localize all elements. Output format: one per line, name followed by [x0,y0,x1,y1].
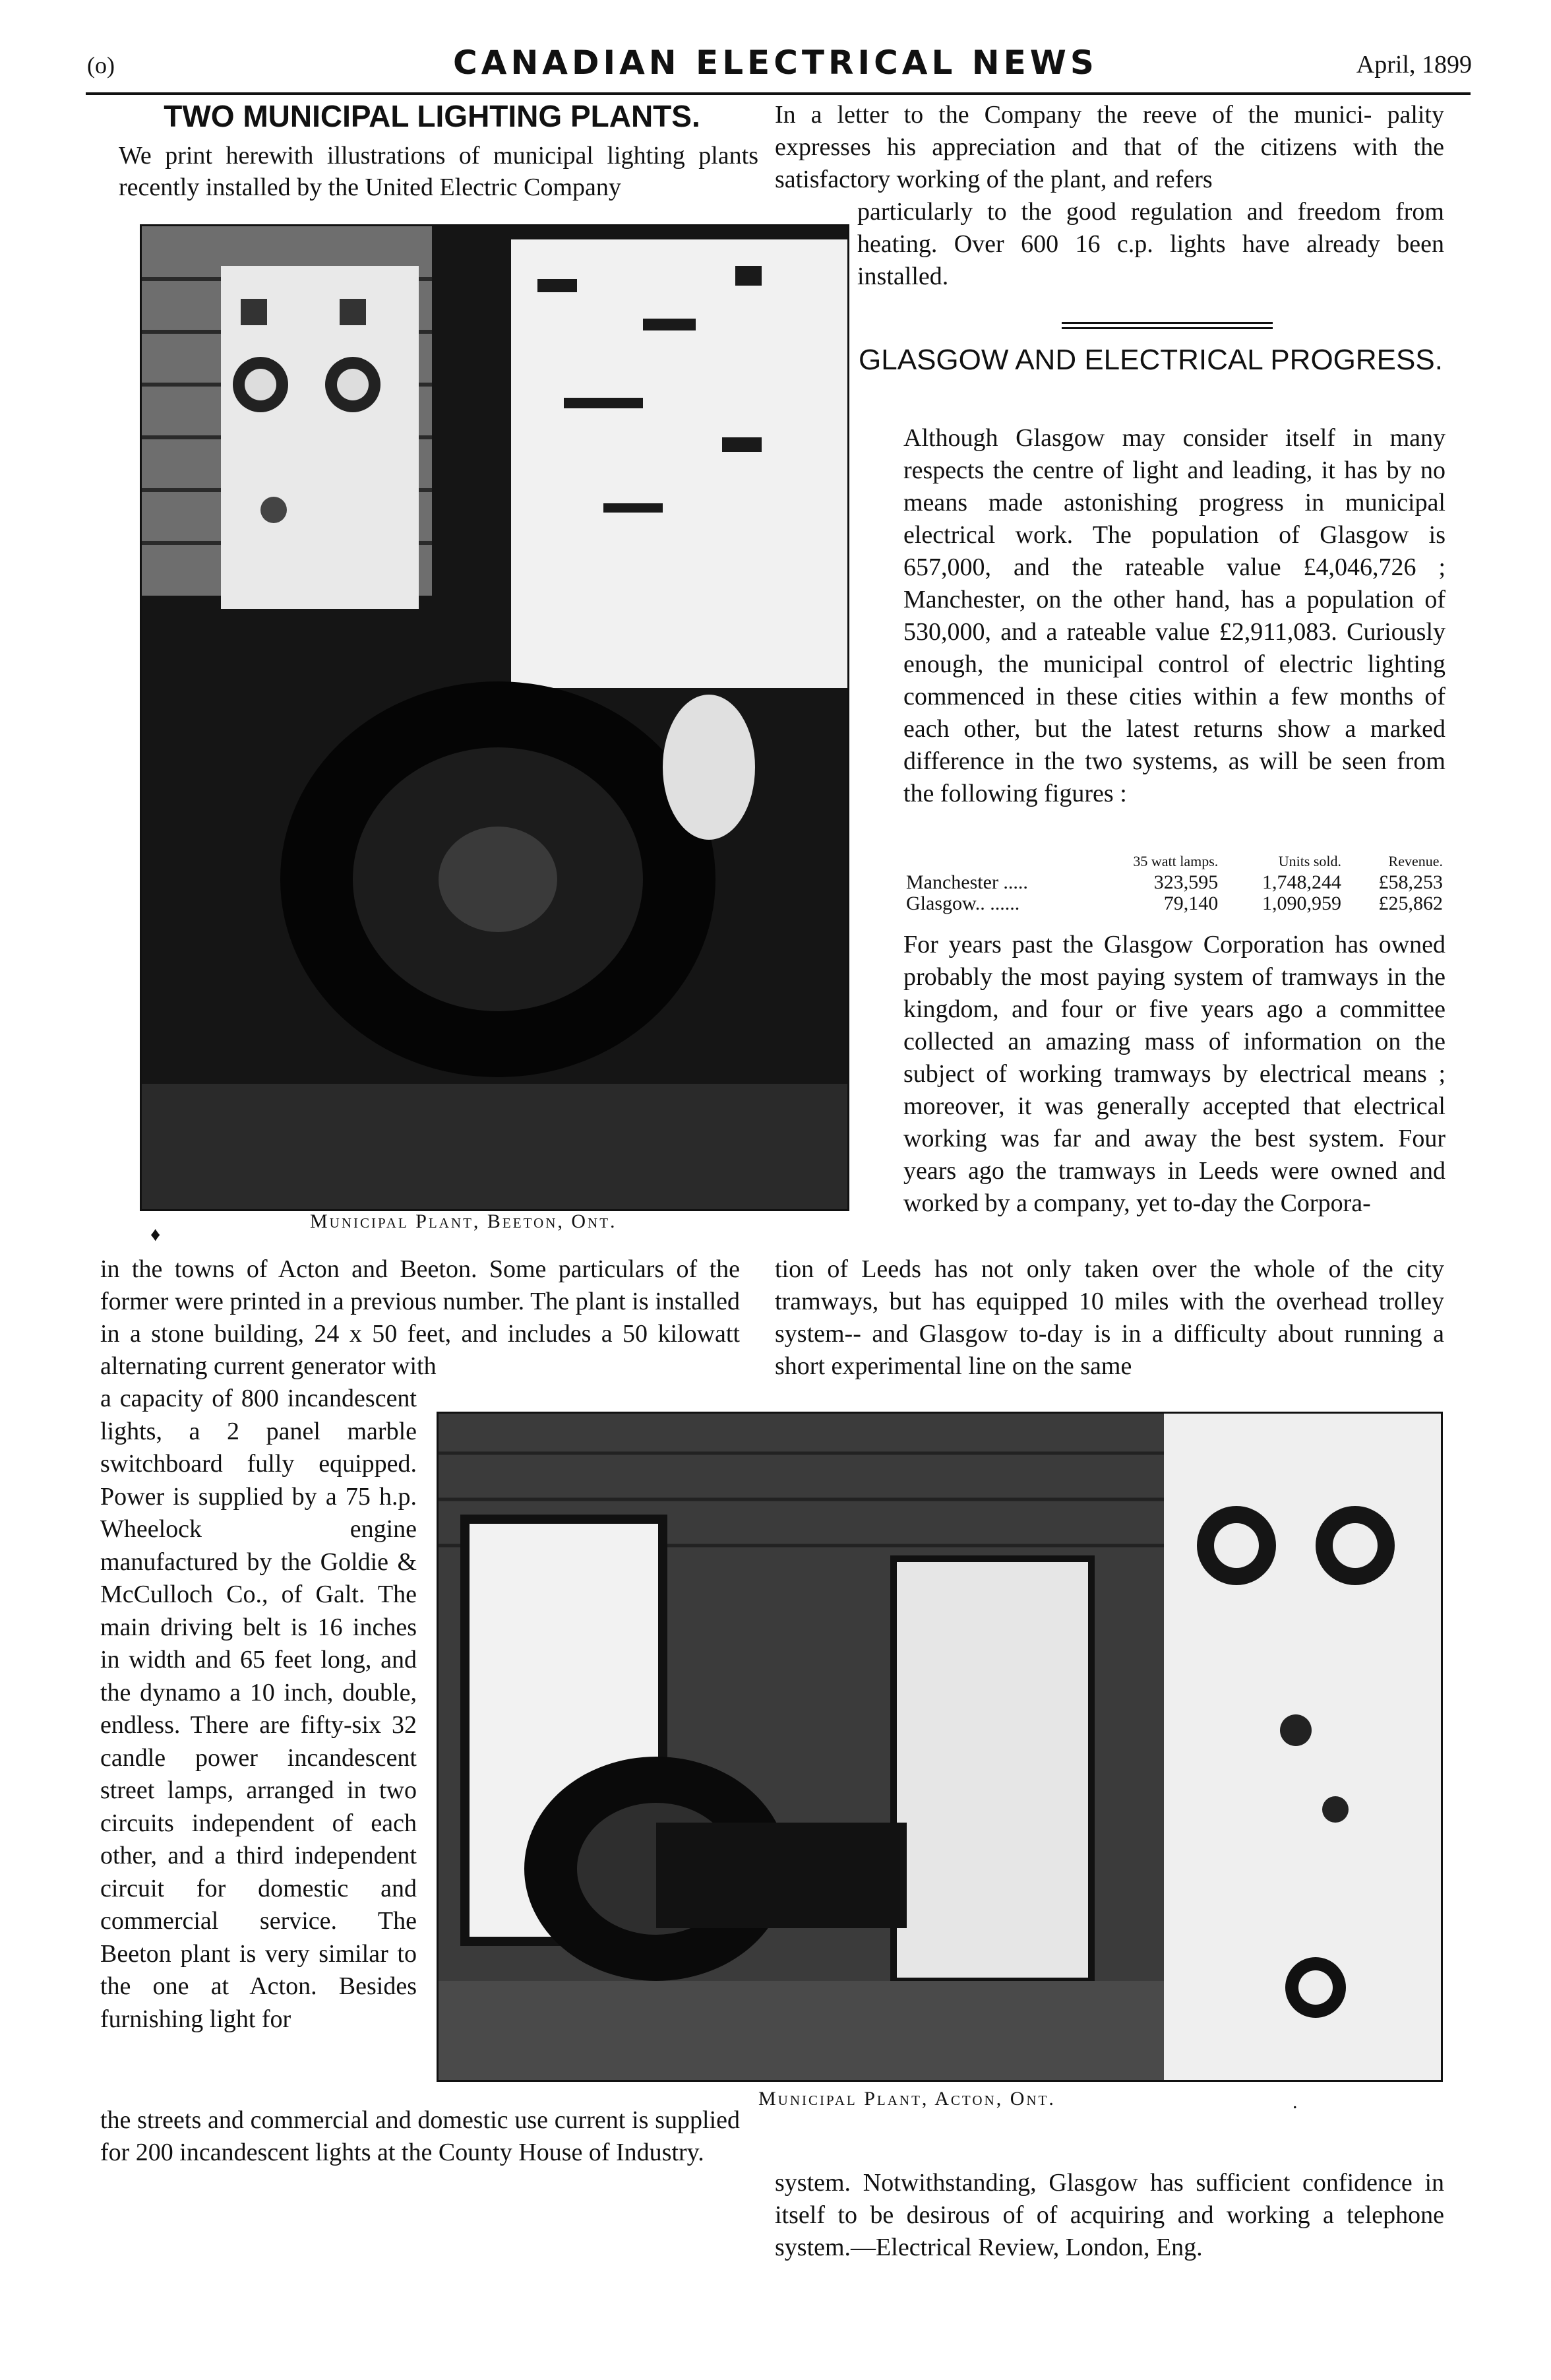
table-cell: £58,253 [1378,871,1443,893]
table-header-cell: Revenue. [1388,853,1443,869]
caption-acton: Municipal Plant, Acton, Ont. [758,2088,1056,2110]
article-lead: We print herewith illustrations of municipal lighting plants recently installed by the United Electric Company [119,142,758,201]
table-cell: Glasgow.. ...... [906,892,1020,914]
article-body-narrow: a capacity of 800 incandescent lights, a 2 panel marble switchboard fully equipped. Power is supplied by a 75 h.p. Wheelock engine manufactured by the Goldie & McCulloch Co., of Galt. The main driving belt is 16 inches in width and 65 feet long, and the dynamo a 10 inch, double, endless. There are fifty-six 32 candle power incandescent street lamps, arranged in two circuits independent of each other, and a third independent circuit for domestic and commercial service. The Beeton plant is very similar to the one at Acton. Besides furnishing light for [100,1385,417,2033]
glasgow-paragraph: For years past the Glasgow Corporation has owned probably the most paying system of tramways in the kingdom, and four or five years ago a committee collected an amazing mass of information on the subject of working tramways by electrical means ; moreover, it was generally accepted that electrical working was far and away the best system. Four years ago the tramways in Leeds were owned and worked by a company, yet to-day the Corpora- [903,931,1445,1217]
comparison-table [903,851,1445,914]
issue-date: April, 1899 [1356,51,1472,78]
glasgow-paragraph-continued: tion of Leeds has not only taken over the whole of the city tramways, but has equipped 10 miles with the overhead trolley system-- and Glasgow to-day is in a difficulty about running a short experimental line on the same [775,1255,1444,1380]
table-cell: 1,748,244 [1262,871,1342,893]
letter-paragraph-end: particularly to the good regulation and freedom from heating. Over 600 16 c.p. lights have already been installed. [857,198,1444,290]
table-row [903,893,1445,914]
bullet-mark: ♦ [150,1224,161,1245]
photo-beeton-plant [140,224,849,1211]
table-cell: 1,090,959 [1262,892,1342,914]
section-rule [1062,322,1273,324]
glasgow-paragraph-end: system. Notwithstanding, Glasgow has sufficient confidence in itself to be desirous of of acquiring and working a telephone system.—Electrical Review, London, Eng. [775,2169,1444,2261]
article-title-glasgow: GLASGOW AND ELECTRICAL PROGRESS. [859,344,1443,376]
photo-acton-plant [437,1412,1443,2082]
table-header-cell: Units sold. [1278,853,1342,869]
caption-beeton: Municipal Plant, Beeton, Ont. [310,1210,617,1232]
article-title-municipal-plants: TWO MUNICIPAL LIGHTING PLANTS. [164,99,700,133]
page-number: (o) [87,52,115,78]
table-header-row [903,851,1445,872]
article-body-paragraph: in the towns of Acton and Beeton. Some particulars of the former were printed in a previous number. The plant is installed in a stone building, 24 x 50 feet, and includes a 50 kilowatt alternating current generator with [100,1255,740,1380]
table-header-cell: 35 watt lamps. [1133,853,1219,869]
article-body-end: the streets and commercial and domestic use current is supplied for 200 incandescent lights at the County House of Industry. [100,2106,740,2166]
header-rule [86,92,1471,95]
section-rule [1062,327,1273,329]
table-row [903,872,1445,893]
table-cell: £25,862 [1378,892,1443,914]
table-header-cell [903,851,1089,872]
letter-paragraph: In a letter to the Company the reeve of the munici- pality expresses his appreciation and that of the citizens with the satisfactory working of the plant, and refers [775,101,1444,193]
bullet-mark: . [1292,2091,1298,2113]
table-cell: 323,595 [1153,871,1219,893]
journal-title: CANADIAN ELECTRICAL NEWS [453,44,1098,82]
table-cell: Manchester ..... [906,871,1028,893]
glasgow-paragraph: Although Glasgow may consider itself in many respects the centre of light and leading, it has by no means made astonishing progress in municipal electrical work. The population of Glasgow is 657,000, and the rateable value £4,046,726 ; Manchester, on the other hand, has a population of 530,000, and a rateable value £2,911,083. Curiously enough, the municipal control of electric lighting commenced in these cities within a few months of each other, but the latest returns show a marked difference in the two systems, as will be seen from the following figures : [903,424,1445,807]
table-cell: 79,140 [1163,892,1219,914]
